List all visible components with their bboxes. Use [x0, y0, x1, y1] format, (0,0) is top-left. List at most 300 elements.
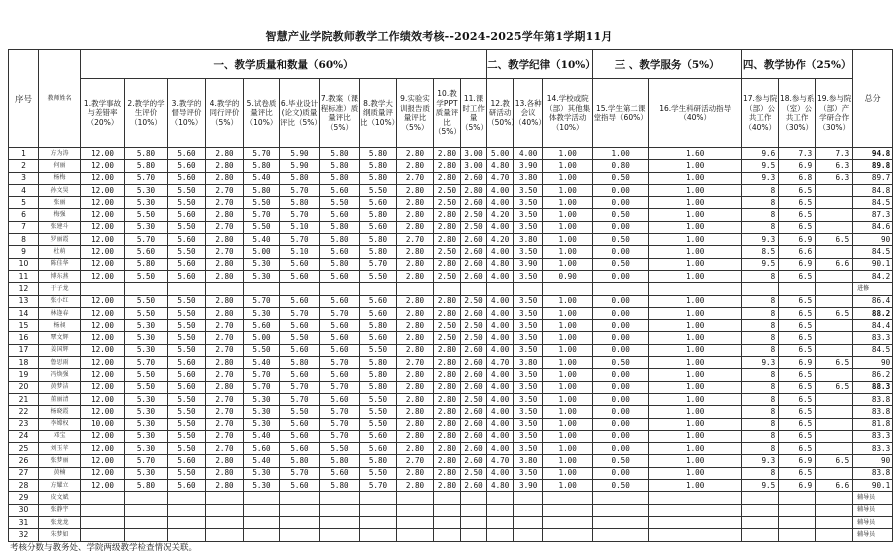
total-note-cell: 辅导员: [853, 504, 893, 516]
score-cell-c4: 2.70: [206, 369, 244, 381]
header-c17: 17.参与院（部）公共工作（40%）: [742, 79, 779, 148]
score-cell-c7: 5.70: [320, 406, 360, 418]
score-cell-c10: 2.80: [434, 418, 461, 430]
row-index: 2: [9, 160, 39, 172]
score-cell-c5: 5.80: [244, 160, 280, 172]
table-row: [9, 307, 893, 319]
header-c10: 10.教学PPT质量评比（5%）: [434, 79, 461, 148]
score-cell-c17: 8: [742, 406, 779, 418]
score-cell-c17: 8: [742, 307, 779, 319]
score-cell-c15: 0.50: [593, 234, 649, 246]
score-cell-c11: 2.50: [461, 221, 487, 233]
total-score-cell: 90: [853, 234, 893, 246]
score-cell-c19: [816, 221, 853, 233]
score-cell-c11: 2.60: [461, 418, 487, 430]
score-cell-c19: 6.3: [816, 160, 853, 172]
header-c7: 7.教案（课程标准）质量评比（5%）: [320, 79, 360, 148]
score-cell-c8: 5.50: [360, 393, 397, 405]
total-score-cell: 84.6: [853, 221, 893, 233]
score-cell-c10: 2.80: [434, 430, 461, 442]
score-cell-c17: [742, 516, 779, 528]
score-cell-c9: 2.80: [397, 209, 434, 221]
score-cell-c10: 2.50: [434, 270, 461, 282]
total-score-cell: 83.8: [853, 467, 893, 479]
score-cell-c16: [649, 492, 742, 504]
score-cell-c10: 2.80: [434, 357, 461, 369]
score-cell-c13: 4.00: [514, 148, 543, 160]
teacher-name-cell: 张静宇: [39, 504, 81, 516]
header-c4: 4.教学的同行评价（5%）: [206, 79, 244, 148]
score-cell-c10: 2.80: [434, 369, 461, 381]
header-c6: 6.毕业设计(论文)质量评比（5%）: [280, 79, 320, 148]
score-cell-c1: 12.00: [81, 455, 125, 467]
score-cell-c10: 2.50: [434, 184, 461, 196]
score-cell-c15: 1.00: [593, 148, 649, 160]
score-cell-c4: 2.80: [206, 270, 244, 282]
score-cell-c15: 0.00: [593, 246, 649, 258]
total-score-cell: 83.3: [853, 443, 893, 455]
header-c15: 15.学生第二课堂指导（60%）: [593, 79, 649, 148]
column-header-row: [9, 79, 893, 148]
score-cell-c15: 0.00: [593, 369, 649, 381]
score-cell-c7: 5.80: [320, 258, 360, 270]
score-cell-c16: 1.00: [649, 172, 742, 184]
sheet-title: 智慧产业学院教师教学工作绩效考核--2024-2025学年第1学期11月: [265, 30, 613, 43]
total-note-cell: 辅导员: [853, 492, 893, 504]
score-cell-c9: 2.80: [397, 160, 434, 172]
score-cell-c4: 2.70: [206, 430, 244, 442]
score-cell-c9: 2.80: [397, 307, 434, 319]
score-cell-c2: 5.30: [125, 406, 168, 418]
score-cell-c8: 5.60: [360, 197, 397, 209]
score-cell-c4: 2.80: [206, 480, 244, 492]
score-cell-c8: 5.80: [360, 172, 397, 184]
score-cell-c13: 3.50: [514, 320, 543, 332]
score-cell-c14: 1.00: [543, 381, 593, 393]
score-cell-c6: 5.70: [280, 184, 320, 196]
score-cell-c5: [244, 283, 280, 295]
teacher-name-cell: 朱梦如: [39, 529, 81, 541]
score-cell-c8: 5.80: [360, 209, 397, 221]
score-cell-c17: [742, 529, 779, 541]
score-cell-c1: 12.00: [81, 369, 125, 381]
score-cell-c1: 12.00: [81, 467, 125, 479]
teacher-name-cell: 董丽清: [39, 393, 81, 405]
score-cell-c10: 2.80: [434, 480, 461, 492]
score-cell-c12: [487, 283, 514, 295]
score-cell-c2: 5.80: [125, 480, 168, 492]
header-c13: 13.各种会议（40%）: [514, 79, 543, 148]
score-cell-c12: 4.00: [487, 197, 514, 209]
score-cell-c8: [360, 283, 397, 295]
score-cell-c11: [461, 492, 487, 504]
score-cell-c11: 2.60: [461, 246, 487, 258]
score-cell-c19: [816, 332, 853, 344]
score-cell-c12: 5.00: [487, 148, 514, 160]
score-cell-c6: [280, 504, 320, 516]
score-cell-c5: 5.00: [244, 332, 280, 344]
score-cell-c10: 2.80: [434, 406, 461, 418]
score-cell-c4: [206, 516, 244, 528]
score-cell-c11: 2.50: [461, 393, 487, 405]
score-cell-c19: [816, 443, 853, 455]
teacher-name-cell: 邓宝: [39, 430, 81, 442]
row-index: 15: [9, 320, 39, 332]
score-cell-c5: 5.70: [244, 209, 280, 221]
score-cell-c8: 5.60: [360, 430, 397, 442]
score-cell-c8: 5.80: [360, 148, 397, 160]
score-cell-c11: 2.50: [461, 295, 487, 307]
score-cell-c10: 2.80: [434, 455, 461, 467]
score-cell-c7: 5.70: [320, 418, 360, 430]
table-row: [9, 209, 893, 221]
score-cell-c6: 5.80: [280, 455, 320, 467]
score-cell-c8: 5.80: [360, 320, 397, 332]
row-index: 8: [9, 234, 39, 246]
row-index: 1: [9, 148, 39, 160]
score-cell-c1: [81, 516, 125, 528]
table-body: [9, 148, 893, 542]
score-cell-c1: 12.00: [81, 332, 125, 344]
score-cell-c3: 5.50: [168, 320, 206, 332]
score-cell-c18: 6.5: [779, 270, 816, 282]
score-cell-c18: 6.9: [779, 455, 816, 467]
table-row: [9, 197, 893, 209]
score-cell-c3: 5.50: [168, 307, 206, 319]
score-cell-c3: 5.60: [168, 258, 206, 270]
score-cell-c12: 4.20: [487, 234, 514, 246]
score-cell-c17: 8: [742, 344, 779, 356]
score-cell-c15: 0.00: [593, 430, 649, 442]
score-cell-c2: 5.30: [125, 443, 168, 455]
score-cell-c17: 8: [742, 467, 779, 479]
score-cell-c3: [168, 504, 206, 516]
score-cell-c16: 1.00: [649, 369, 742, 381]
score-cell-c16: 1.00: [649, 258, 742, 270]
section-collaboration: 四、教学协作（25%）: [742, 50, 853, 79]
score-cell-c7: 5.80: [320, 234, 360, 246]
table-row: [9, 504, 893, 516]
score-cell-c2: 5.30: [125, 418, 168, 430]
score-cell-c3: 5.50: [168, 184, 206, 196]
score-cell-c13: 3.80: [514, 234, 543, 246]
score-cell-c2: 5.70: [125, 357, 168, 369]
row-index: 13: [9, 295, 39, 307]
score-cell-c18: 6.5: [779, 197, 816, 209]
score-cell-c5: 5.60: [244, 320, 280, 332]
row-index: 20: [9, 381, 39, 393]
table-row: [9, 160, 893, 172]
score-cell-c14: 1.00: [543, 148, 593, 160]
score-cell-c18: [779, 492, 816, 504]
score-cell-c16: 1.00: [649, 406, 742, 418]
score-cell-c6: 5.80: [280, 172, 320, 184]
score-cell-c16: [649, 504, 742, 516]
score-cell-c8: 5.80: [360, 357, 397, 369]
score-cell-c10: [434, 492, 461, 504]
score-cell-c18: 6.5: [779, 344, 816, 356]
score-cell-c16: 1.00: [649, 418, 742, 430]
score-cell-c2: 5.30: [125, 467, 168, 479]
score-cell-c16: 1.00: [649, 344, 742, 356]
table-row: [9, 320, 893, 332]
score-cell-c11: 2.60: [461, 480, 487, 492]
score-cell-c19: 6.5: [816, 307, 853, 319]
row-index: 24: [9, 430, 39, 442]
score-cell-c18: 6.9: [779, 234, 816, 246]
score-cell-c10: [434, 283, 461, 295]
score-cell-c13: 3.50: [514, 270, 543, 282]
score-cell-c4: 2.80: [206, 209, 244, 221]
score-cell-c15: 0.00: [593, 307, 649, 319]
score-cell-c7: 5.80: [320, 455, 360, 467]
score-cell-c4: 2.80: [206, 455, 244, 467]
teacher-name-cell: 罗丽霞: [39, 234, 81, 246]
score-cell-c18: 6.6: [779, 246, 816, 258]
score-cell-c5: [244, 504, 280, 516]
row-index: 6: [9, 209, 39, 221]
score-cell-c9: 2.70: [397, 455, 434, 467]
score-cell-c4: [206, 283, 244, 295]
score-cell-c15: 0.00: [593, 418, 649, 430]
score-cell-c7: 5.80: [320, 160, 360, 172]
score-cell-c15: 0.00: [593, 344, 649, 356]
score-cell-c15: 0.00: [593, 270, 649, 282]
score-cell-c12: 4.00: [487, 184, 514, 196]
section-quality: 一、教学质量和数量（60%）: [81, 50, 487, 79]
total-score-cell: 87.3: [853, 209, 893, 221]
score-cell-c2: 5.30: [125, 393, 168, 405]
score-cell-c10: 2.80: [434, 234, 461, 246]
score-cell-c1: 12.00: [81, 246, 125, 258]
row-index: 3: [9, 172, 39, 184]
score-cell-c7: 5.60: [320, 393, 360, 405]
table-row: [9, 430, 893, 442]
score-cell-c9: 2.80: [397, 246, 434, 258]
score-cell-c9: [397, 504, 434, 516]
score-cell-c3: [168, 516, 206, 528]
table-row: [9, 529, 893, 541]
score-cell-c8: 5.70: [360, 480, 397, 492]
score-cell-c19: [816, 197, 853, 209]
score-cell-c3: 5.50: [168, 443, 206, 455]
score-cell-c6: 5.70: [280, 393, 320, 405]
score-cell-c18: 6.5: [779, 307, 816, 319]
score-cell-c9: 2.70: [397, 234, 434, 246]
score-cell-c7: 5.60: [320, 246, 360, 258]
score-cell-c13: 3.50: [514, 406, 543, 418]
score-cell-c6: 5.70: [280, 381, 320, 393]
score-cell-c14: 1.00: [543, 234, 593, 246]
score-cell-c19: [816, 320, 853, 332]
score-cell-c9: 2.80: [397, 393, 434, 405]
score-cell-c15: 0.00: [593, 221, 649, 233]
score-cell-c4: 2.70: [206, 344, 244, 356]
score-cell-c18: 6.9: [779, 480, 816, 492]
score-cell-c8: 5.50: [360, 418, 397, 430]
score-cell-c16: 1.60: [649, 148, 742, 160]
row-index: 12: [9, 283, 39, 295]
score-cell-c15: 0.50: [593, 258, 649, 270]
score-cell-c4: 2.70: [206, 221, 244, 233]
header-teacher-name: 教师姓名: [39, 50, 81, 148]
score-cell-c5: 5.30: [244, 270, 280, 282]
table-row: [9, 221, 893, 233]
score-cell-c6: 5.10: [280, 246, 320, 258]
score-cell-c14: 1.00: [543, 455, 593, 467]
score-cell-c13: 3.50: [514, 332, 543, 344]
score-cell-c7: 5.60: [320, 270, 360, 282]
score-cell-c8: [360, 529, 397, 541]
table-row: [9, 480, 893, 492]
score-cell-c19: [816, 516, 853, 528]
score-cell-c11: 2.50: [461, 320, 487, 332]
score-cell-c2: 5.50: [125, 307, 168, 319]
score-cell-c9: 2.80: [397, 369, 434, 381]
table-row: [9, 443, 893, 455]
score-cell-c5: 5.30: [244, 406, 280, 418]
score-cell-c10: 2.80: [434, 467, 461, 479]
header-index: 序号: [9, 50, 39, 148]
score-cell-c6: [280, 529, 320, 541]
score-cell-c6: 5.60: [280, 344, 320, 356]
score-cell-c2: 5.30: [125, 221, 168, 233]
teacher-name-cell: 张小红: [39, 295, 81, 307]
teacher-name-cell: 皮文斌: [39, 492, 81, 504]
score-cell-c6: [280, 492, 320, 504]
score-cell-c17: [742, 504, 779, 516]
score-cell-c10: 2.50: [434, 332, 461, 344]
score-cell-c6: 5.60: [280, 258, 320, 270]
table-row: [9, 332, 893, 344]
score-cell-c11: 2.60: [461, 234, 487, 246]
score-cell-c2: 5.50: [125, 209, 168, 221]
score-cell-c9: 2.80: [397, 270, 434, 282]
score-cell-c4: 2.80: [206, 172, 244, 184]
score-cell-c14: [543, 492, 593, 504]
score-cell-c19: [816, 369, 853, 381]
score-cell-c18: 6.5: [779, 209, 816, 221]
score-cell-c16: 1.00: [649, 381, 742, 393]
score-cell-c4: 2.80: [206, 307, 244, 319]
header-c3: 3.教学的督导评价（10%）: [168, 79, 206, 148]
score-cell-c10: 2.80: [434, 443, 461, 455]
score-cell-c10: [434, 504, 461, 516]
score-cell-c18: [779, 529, 816, 541]
score-cell-c3: 5.60: [168, 234, 206, 246]
score-cell-c2: 5.50: [125, 381, 168, 393]
score-cell-c6: 5.60: [280, 320, 320, 332]
total-score-cell: 89.8: [853, 160, 893, 172]
row-index: 7: [9, 221, 39, 233]
score-cell-c5: 5.50: [244, 344, 280, 356]
score-cell-c11: 2.60: [461, 406, 487, 418]
score-cell-c4: 2.70: [206, 332, 244, 344]
score-cell-c17: 8: [742, 430, 779, 442]
score-cell-c19: 6.6: [816, 480, 853, 492]
score-cell-c17: 8.5: [742, 246, 779, 258]
score-cell-c5: 5.70: [244, 295, 280, 307]
score-cell-c5: 5.70: [244, 369, 280, 381]
score-cell-c1: 10.00: [81, 418, 125, 430]
score-cell-c8: [360, 492, 397, 504]
score-cell-c10: 2.80: [434, 393, 461, 405]
score-cell-c18: 6.9: [779, 258, 816, 270]
teacher-name-cell: 杨昶: [39, 320, 81, 332]
score-cell-c6: 5.50: [280, 406, 320, 418]
score-cell-c1: 12.00: [81, 406, 125, 418]
score-cell-c11: 2.80: [461, 184, 487, 196]
score-cell-c9: 2.80: [397, 320, 434, 332]
score-cell-c1: 12.00: [81, 381, 125, 393]
teacher-name-cell: 陈佳华: [39, 258, 81, 270]
score-cell-c1: 12.00: [81, 270, 125, 282]
score-cell-c3: 5.50: [168, 430, 206, 442]
score-cell-c14: [543, 283, 593, 295]
score-cell-c5: 5.70: [244, 148, 280, 160]
score-cell-c14: 1.00: [543, 307, 593, 319]
score-cell-c4: 2.70: [206, 320, 244, 332]
table-row: [9, 357, 893, 369]
score-cell-c16: [649, 516, 742, 528]
score-cell-c6: 5.10: [280, 221, 320, 233]
score-cell-c10: 2.50: [434, 246, 461, 258]
score-cell-c8: 5.50: [360, 184, 397, 196]
score-cell-c1: 12.00: [81, 307, 125, 319]
score-cell-c4: 2.80: [206, 295, 244, 307]
total-score-cell: 81.8: [853, 418, 893, 430]
score-cell-c5: 5.50: [244, 197, 280, 209]
score-cell-c15: 0.80: [593, 160, 649, 172]
score-cell-c5: 5.70: [244, 381, 280, 393]
score-cell-c4: 2.80: [206, 357, 244, 369]
score-cell-c6: 5.60: [280, 430, 320, 442]
score-cell-c2: 5.30: [125, 197, 168, 209]
score-cell-c13: 3.50: [514, 381, 543, 393]
score-cell-c13: [514, 516, 543, 528]
table-row: [9, 467, 893, 479]
score-cell-c9: 2.80: [397, 344, 434, 356]
score-cell-c3: [168, 492, 206, 504]
score-cell-c1: 12.00: [81, 357, 125, 369]
score-cell-c5: [244, 516, 280, 528]
score-cell-c18: [779, 283, 816, 295]
score-cell-c16: 1.00: [649, 246, 742, 258]
score-cell-c15: 0.00: [593, 467, 649, 479]
score-cell-c17: 8: [742, 369, 779, 381]
header-c11: 11.课时工作量（5%）: [461, 79, 487, 148]
score-cell-c12: 4.80: [487, 258, 514, 270]
score-cell-c14: 1.00: [543, 357, 593, 369]
score-cell-c5: 5.30: [244, 393, 280, 405]
score-cell-c16: 1.00: [649, 320, 742, 332]
row-index: 4: [9, 184, 39, 196]
score-cell-c17: 8: [742, 393, 779, 405]
score-cell-c15: 0.00: [593, 406, 649, 418]
score-cell-c5: 5.40: [244, 172, 280, 184]
score-cell-c13: 3.80: [514, 172, 543, 184]
score-cell-c17: 8: [742, 209, 779, 221]
row-index: 28: [9, 480, 39, 492]
score-cell-c15: 0.00: [593, 295, 649, 307]
score-cell-c15: 0.00: [593, 393, 649, 405]
score-cell-c10: 2.80: [434, 344, 461, 356]
score-cell-c13: [514, 283, 543, 295]
score-cell-c9: [397, 516, 434, 528]
score-cell-c17: 8: [742, 221, 779, 233]
score-cell-c3: 5.60: [168, 148, 206, 160]
score-cell-c15: [593, 516, 649, 528]
